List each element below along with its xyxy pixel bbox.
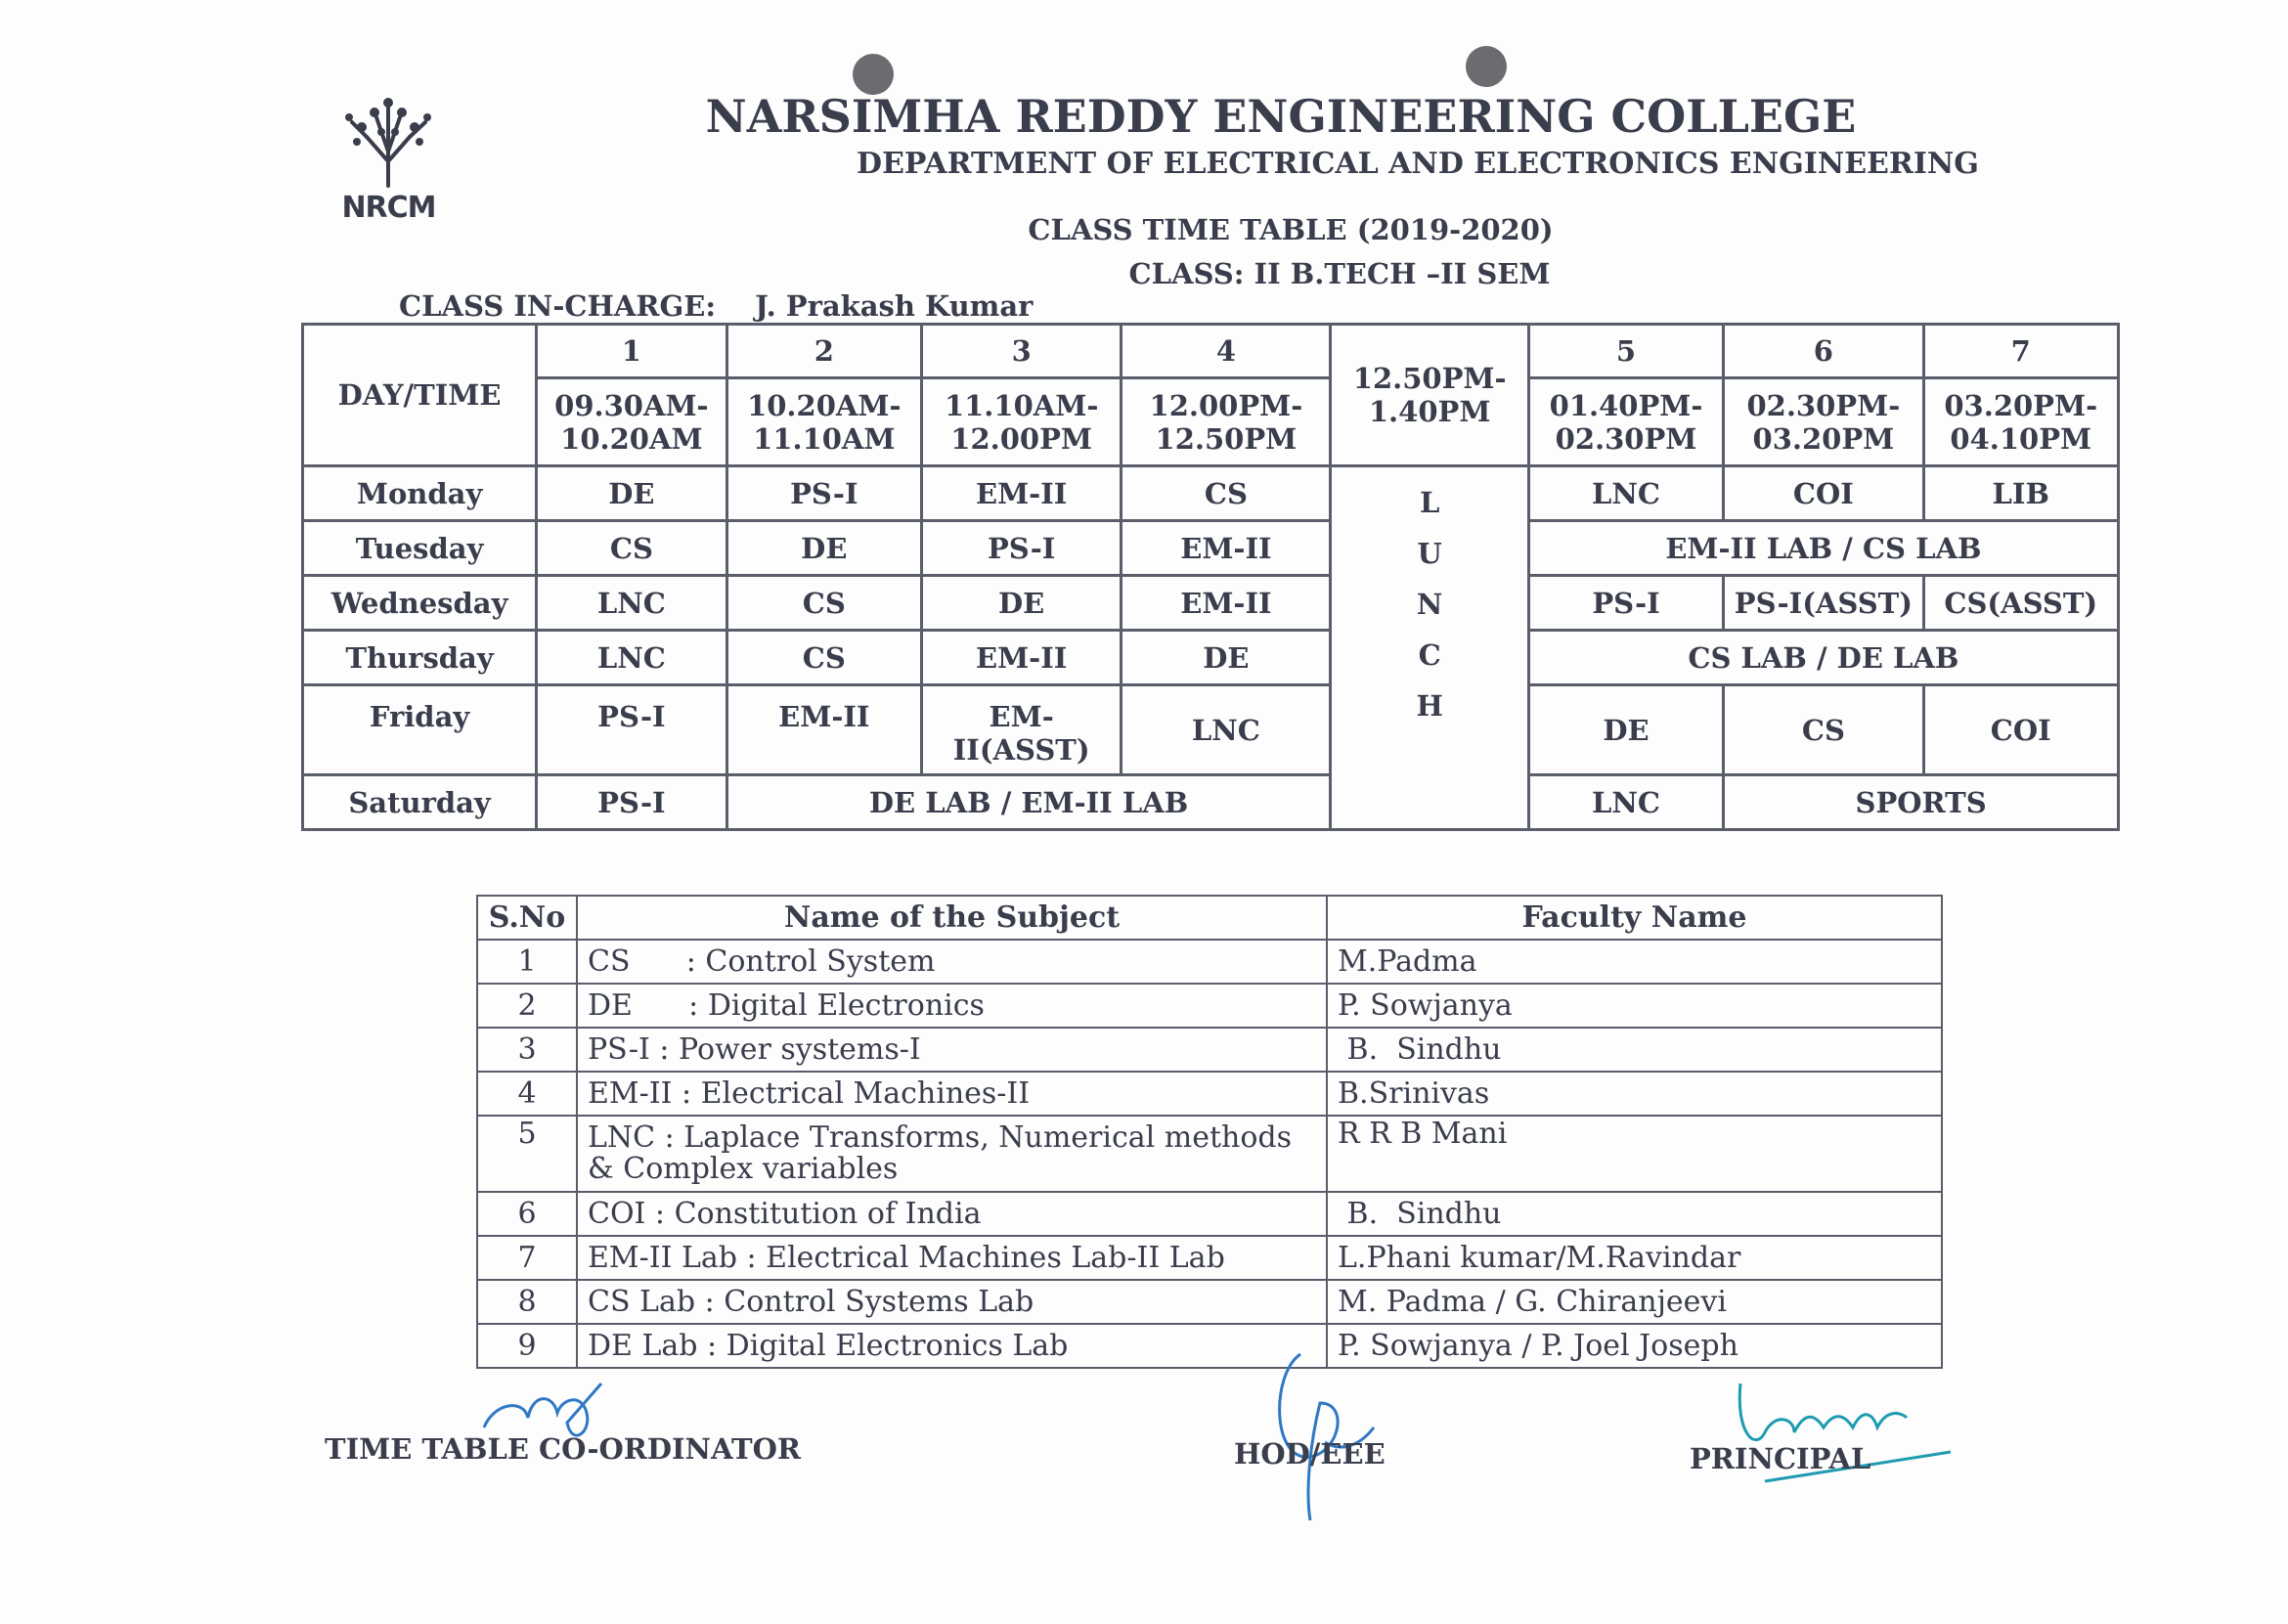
punch-hole-right <box>1466 46 1507 87</box>
lunch-letter: C <box>1418 638 1441 672</box>
lunch-column <box>1331 466 1528 830</box>
day-label: Saturday <box>303 775 537 830</box>
period-time-row <box>303 378 2119 466</box>
department-name: DEPARTMENT OF ELECTRICAL AND ELECTRONICS ENGINEERING <box>857 147 1979 181</box>
period-time: 02.30PM- 03.20PM <box>1724 378 1923 466</box>
hod-signature <box>1252 1344 1388 1525</box>
subjects-header-row <box>477 896 1942 940</box>
subject-row: 4 EM-II : Electrical Machines-II B.Srinivas <box>477 1072 1942 1116</box>
slot: LIB <box>1923 466 2118 521</box>
incharge-name: J. Prakash Kumar <box>755 289 1034 323</box>
slot: LNC <box>1122 685 1331 775</box>
slot: CS(ASST) <box>1923 576 2118 631</box>
slot: PS-I(ASST) <box>1724 576 1923 631</box>
period-time: 09.30AM- 10.20AM <box>537 378 726 466</box>
day-label: Monday <box>303 466 537 521</box>
day-row-tuesday <box>303 521 2119 576</box>
class-incharge <box>399 289 1033 323</box>
slot: LNC <box>537 631 726 685</box>
day-time-header: DAY/TIME <box>303 325 537 466</box>
day-label: Tuesday <box>303 521 537 576</box>
sno-header: S.No <box>477 896 577 940</box>
lab-slot: EM-II LAB / CS LAB <box>1528 521 2118 576</box>
period-number: 6 <box>1724 325 1923 378</box>
lunch-letter: U <box>1417 537 1442 570</box>
slot: CS <box>537 521 726 576</box>
slot: DE <box>537 466 726 521</box>
timetable <box>301 323 2120 831</box>
slot: DE <box>1122 631 1331 685</box>
lunch-letter: L <box>1419 486 1440 519</box>
slot: CS <box>726 576 921 631</box>
slot: EM-II <box>922 466 1122 521</box>
slot: COI <box>1923 685 2118 775</box>
day-row-friday <box>303 685 2119 775</box>
slot: PS-I <box>537 685 726 775</box>
subject-row: 8 CS Lab : Control Systems Lab M. Padma / G. Chiranjeevi <box>477 1280 1942 1324</box>
slot: CS <box>726 631 921 685</box>
faculty-header: Faculty Name <box>1327 896 1942 940</box>
subject-row: 3 PS-I : Power systems-I B. Sindhu <box>477 1028 1942 1072</box>
day-row-monday <box>303 466 2119 521</box>
period-number: 2 <box>726 325 921 378</box>
period-number: 5 <box>1528 325 1723 378</box>
slot: CS <box>1724 685 1923 775</box>
slot: EM-II <box>726 685 921 775</box>
subject-row: 6 COI : Constitution of India B. Sindhu <box>477 1192 1942 1236</box>
college-name: NARSIMHA REDDY ENGINEERING COLLEGE <box>705 90 1857 143</box>
lunch-time-end: 1.40PM <box>1368 395 1491 428</box>
slot: EM-II <box>1122 521 1331 576</box>
sports-slot: SPORTS <box>1724 775 2119 830</box>
subject-header: Name of the Subject <box>577 896 1327 940</box>
hod-label: HOD/EEE <box>1234 1437 1386 1470</box>
period-time: 03.20PM- 04.10PM <box>1923 378 2118 466</box>
slot: LNC <box>1528 466 1723 521</box>
lab-slot: CS LAB / DE LAB <box>1528 631 2118 685</box>
lunch-time-start: 12.50PM- <box>1352 362 1507 395</box>
slot: LNC <box>537 576 726 631</box>
day-label: Friday <box>303 685 537 775</box>
slot: COI <box>1724 466 1923 521</box>
day-row-wednesday <box>303 576 2119 631</box>
lunch-letter: H <box>1416 689 1443 723</box>
period-number: 7 <box>1923 325 2118 378</box>
coordinator-label: TIME TABLE CO-ORDINATOR <box>325 1432 801 1466</box>
period-time: 10.20AM- 11.10AM <box>726 378 921 466</box>
subject-row: 1 CS : Control System M.Padma <box>477 940 1942 984</box>
period-time: 12.00PM- 12.50PM <box>1122 378 1331 466</box>
slot: DE <box>726 521 921 576</box>
day-row-thursday <box>303 631 2119 685</box>
slot: PS-I <box>922 521 1122 576</box>
lunch-time-header <box>1331 325 1528 466</box>
subject-row: 5 LNC : Laplace Transforms, Numerical methods & Complex variables R R B Mani <box>477 1116 1942 1192</box>
class-label: CLASS: II B.TECH –II SEM <box>1128 257 1551 290</box>
period-time: 11.10AM- 12.00PM <box>922 378 1122 466</box>
period-number: 3 <box>922 325 1122 378</box>
slot: PS-I <box>1528 576 1723 631</box>
period-number-row <box>303 325 2119 378</box>
principal-label: PRINCIPAL <box>1690 1442 1871 1475</box>
period-time: 01.40PM- 02.30PM <box>1528 378 1723 466</box>
slot: EM-II <box>922 631 1122 685</box>
period-number: 4 <box>1122 325 1331 378</box>
incharge-label: CLASS IN-CHARGE: <box>399 289 717 323</box>
slot: EM-II <box>1122 576 1331 631</box>
lab-slot: DE LAB / EM-II LAB <box>726 775 1331 830</box>
slot: LNC <box>1528 775 1723 830</box>
slot: DE <box>1528 685 1723 775</box>
subject-row: 7 EM-II Lab : Electrical Machines Lab-II Lab L.Phani kumar/M.Ravindar <box>477 1236 1942 1280</box>
subject-row: 9 DE Lab : Digital Electronics Lab P. Sowjanya / P. Joel Joseph <box>477 1324 1942 1368</box>
day-row-saturday <box>303 775 2119 830</box>
period-number: 1 <box>537 325 726 378</box>
day-label: Thursday <box>303 631 537 685</box>
slot: DE <box>922 576 1122 631</box>
slot: EM- II(ASST) <box>922 685 1122 775</box>
slot: PS-I <box>726 466 921 521</box>
punch-hole-left <box>853 54 894 95</box>
subject-row: 2 DE : Digital Electronics P. Sowjanya <box>477 984 1942 1028</box>
subjects-table <box>476 895 1943 1369</box>
slot: CS <box>1122 466 1331 521</box>
lunch-letter: N <box>1416 588 1443 621</box>
slot: PS-I <box>537 775 726 830</box>
logo-text: NRCM <box>341 191 436 225</box>
day-label: Wednesday <box>303 576 537 631</box>
timetable-title: CLASS TIME TABLE (2019-2020) <box>1028 213 1554 246</box>
